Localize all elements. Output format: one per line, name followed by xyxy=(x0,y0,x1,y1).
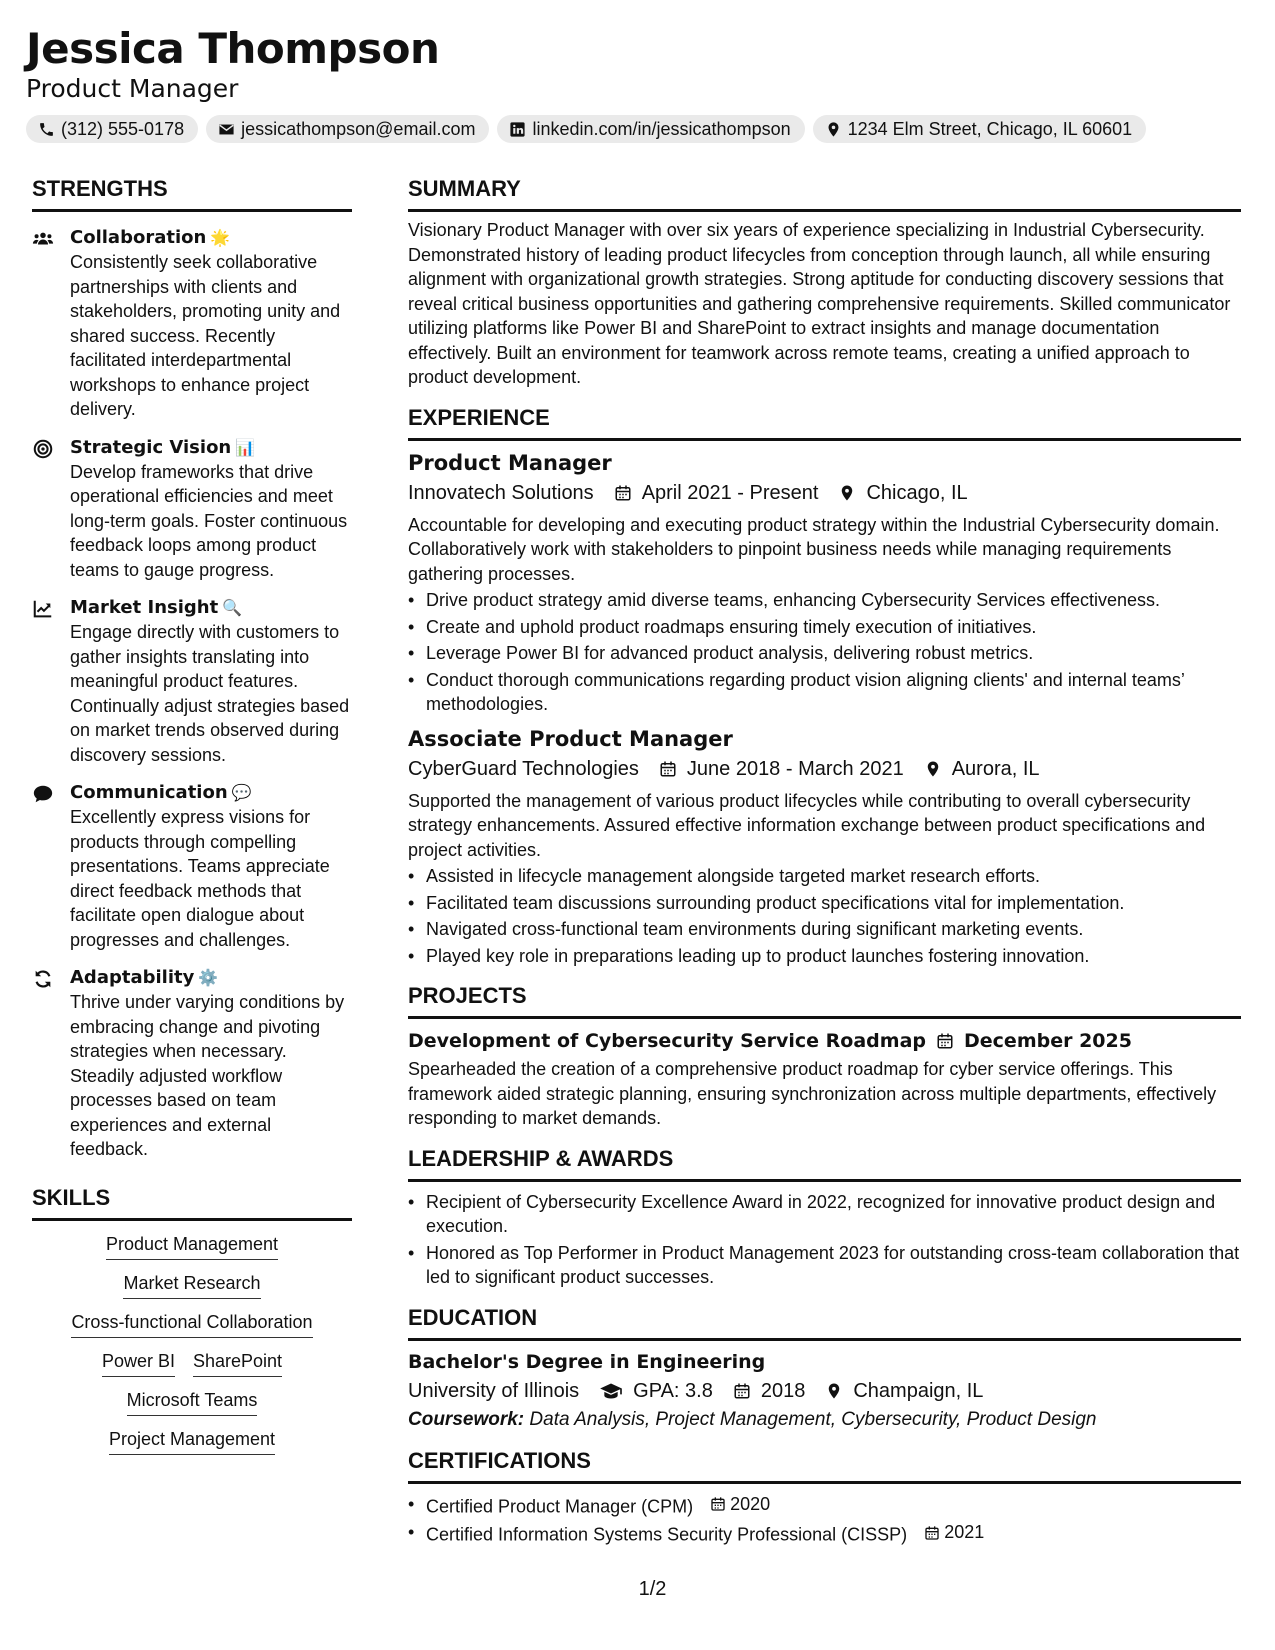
list-item: • Recipient of Cybersecurity Excellence Award in 2022, recognized for innovative product design and execution. xyxy=(408,1190,1241,1239)
strength-title: Collaboration xyxy=(70,227,207,248)
job-bullets xyxy=(408,588,1241,717)
strength-text: Develop frameworks that drive operational efficiencies and meet long-term goals. Foster continuous feedback loops among product teams to gauge progress. xyxy=(70,461,348,580)
skill-tag: Project Management xyxy=(109,1427,275,1455)
job-company: CyberGuard Technologies xyxy=(408,757,639,780)
skills-list xyxy=(32,1232,352,1455)
gpa: GPA: 3.8 xyxy=(633,1379,713,1402)
coursework-label: Coursework: xyxy=(408,1408,525,1430)
projects-heading: PROJECTS xyxy=(408,982,1241,1019)
experience-heading: EXPERIENCE xyxy=(408,404,1241,441)
strength-title: Market Insight xyxy=(70,597,219,618)
job-title: Associate Product Manager xyxy=(408,726,733,751)
certification-year: 2021 xyxy=(944,1522,985,1543)
strength-item xyxy=(32,596,352,767)
phone-icon xyxy=(38,121,55,138)
calendar-icon xyxy=(936,1032,954,1050)
leadership-list xyxy=(408,1190,1241,1290)
strength-title: Strategic Vision xyxy=(70,436,232,458)
list-item: • Honored as Top Performer in Product Management 2023 for outstanding cross-team collaboration that led to significant product successes. xyxy=(408,1241,1241,1290)
list-item: • Facilitated team discussions surrounding product specifications vital for implementation. xyxy=(408,891,1241,916)
job-meta xyxy=(408,479,1241,507)
candidate-name: Jessica Thompson xyxy=(26,24,440,73)
target-icon xyxy=(32,438,54,460)
job-description: Supported the management of various product lifecycles while contributing to overall cybersecurity strategy enhancements. Assured effective information exchange between product specifications and project activities. xyxy=(408,790,1206,860)
map-pin-icon xyxy=(838,484,856,502)
project-text: Spearheaded the creation of a comprehensive product roadmap for cyber service offerings. This framework aided strategic planning, ensuring synchronization across multiple departments, effectively responding to market demands. xyxy=(408,1059,1217,1128)
resume-header xyxy=(26,22,1251,143)
list-item: • Drive product strategy amid diverse teams, enhancing Cybersecurity Services effectiveness. xyxy=(408,588,1241,613)
job-meta xyxy=(408,755,1241,783)
education-meta xyxy=(408,1377,1241,1405)
gear-icon: ⚙️ xyxy=(198,968,219,987)
education-heading: EDUCATION xyxy=(408,1304,1241,1341)
skills-heading: SKILLS xyxy=(32,1184,352,1221)
list-item xyxy=(408,1492,1241,1519)
school-location: Champaign, IL xyxy=(853,1379,984,1402)
linkedin-icon xyxy=(509,121,526,138)
skill-tag: Market Research xyxy=(123,1271,260,1299)
skill-tag: Microsoft Teams xyxy=(127,1388,258,1416)
strengths-heading: STRENGTHS xyxy=(32,175,352,212)
chart-line-icon xyxy=(32,598,54,620)
job-dates: April 2021 - Present xyxy=(641,481,819,504)
job-company: Innovatech Solutions xyxy=(408,481,594,504)
job-description: Accountable for developing and executing product strategy within the Industrial Cybersecurity domain. Collaboratively work with stakeholders to pinpoint business needs while managing requirements gathering processes. xyxy=(408,514,1220,584)
contact-text: (312) 555-0178 xyxy=(61,118,185,139)
job-entry xyxy=(408,725,1241,969)
map-pin-icon xyxy=(924,760,942,778)
calendar-icon xyxy=(733,1382,751,1400)
coursework xyxy=(408,1407,1241,1433)
candidate-role: Product Manager xyxy=(26,74,239,103)
contact-phone[interactable] xyxy=(26,115,198,143)
list-item: • Navigated cross-functional team environments during significant marketing events. xyxy=(408,917,1241,942)
graduation-cap-icon xyxy=(599,1381,623,1401)
sync-arrows-icon xyxy=(32,968,54,990)
education-entry xyxy=(408,1349,1241,1433)
project-header xyxy=(408,1027,1241,1055)
map-pin-icon xyxy=(825,1382,843,1400)
calendar-icon xyxy=(924,1525,940,1541)
list-item: • Assisted in lifecycle management alongside targeted market research efforts. xyxy=(408,864,1241,889)
magnifier-icon: 🔍 xyxy=(222,598,243,617)
left-column xyxy=(32,175,352,1455)
contact-text: jessicathompson@email.com xyxy=(241,118,476,139)
skill-tag: Cross-functional Collaboration xyxy=(71,1310,312,1338)
list-item: • Played key role in preparations leading up to product launches fostering innovation. xyxy=(408,944,1241,969)
strength-item xyxy=(32,966,352,1162)
project-title: Development of Cybersecurity Service Roadmap xyxy=(408,1030,927,1052)
summary-text: Visionary Product Manager with over six years of experience specializing in Industrial Cybersecurity. Demonstrated history of leading product lifecycles from conception through launch, all while ensuring alignment with organizational growth strategies. Strong aptitude for conducting discovery sessions that reveal critical business opportunities and gathering comprehensive requirements. Skilled communicator utilizing platforms like Power BI and SharePoint to extract insights and manage documentation effectively. Built an environment for teamwork across remote teams, creating a unified approach to product development. xyxy=(408,220,1231,387)
job-entry xyxy=(408,449,1241,717)
list-item: • Create and uphold product roadmaps ensuring timely execution of initiatives. xyxy=(408,615,1241,640)
right-column xyxy=(408,175,1241,1547)
certifications-list xyxy=(408,1492,1241,1548)
job-dates: June 2018 - March 2021 xyxy=(686,757,904,780)
certification-name: Certified Product Manager (CPM) xyxy=(426,1495,694,1516)
contact-linkedin[interactable] xyxy=(497,115,804,143)
job-location: Chicago, IL xyxy=(866,481,968,504)
calendar-icon xyxy=(659,760,677,778)
chat-bubble-icon: 💬 xyxy=(231,783,252,802)
leadership-heading: LEADERSHIP & AWARDS xyxy=(408,1145,1241,1182)
strength-item xyxy=(32,436,352,583)
skill-tag: SharePoint xyxy=(193,1349,282,1377)
project-entry xyxy=(408,1027,1241,1131)
graduation-year: 2018 xyxy=(760,1379,806,1402)
strength-title: Communication xyxy=(70,782,228,803)
contact-bar xyxy=(26,115,1251,143)
strength-title: Adaptability xyxy=(70,967,195,988)
calendar-icon xyxy=(614,484,632,502)
skill-tag: Power BI xyxy=(102,1349,175,1377)
degree-title: Bachelor's Degree in Engineering xyxy=(408,1350,766,1373)
strength-text: Thrive under varying conditions by embracing change and pivoting strategies when necessary. Steadily adjusted workflow processes based on team experiences and external feedback. xyxy=(70,992,345,1159)
page-number: 1/2 xyxy=(638,1578,667,1600)
strength-text: Excellently express visions for products through compelling presentations. Teams appreciate direct feedback methods that facilitate open dialogue about progresses and challenges. xyxy=(70,807,330,950)
coursework-list: Data Analysis, Project Management, Cybersecurity, Product Design xyxy=(529,1408,1097,1430)
strength-text: Consistently seek collaborative partnerships with clients and stakeholders, promoting unity and shared success. Recently facilitated interdepartmental workshops to enhance project delivery. xyxy=(70,252,341,419)
star-icon: 🌟 xyxy=(210,228,231,247)
calendar-icon xyxy=(710,1496,726,1512)
list-item: • Conduct thorough communications regarding product vision aligning clients' and internal teams’ methodologies. xyxy=(408,668,1241,717)
strength-text: Engage directly with customers to gather insights translating into meaningful product features. Continually adjust strategies based on market trends observed during discovery sessions. xyxy=(70,622,350,765)
strength-item xyxy=(32,781,352,952)
list-item: • Leverage Power BI for advanced product analysis, delivering robust metrics. xyxy=(408,641,1241,666)
school-name: University of Illinois xyxy=(408,1379,580,1402)
users-icon xyxy=(32,228,54,250)
skill-tag: Product Management xyxy=(106,1232,278,1260)
list-item xyxy=(408,1520,1241,1547)
bar-chart-icon: 📊 xyxy=(235,437,256,457)
speech-bubble-icon xyxy=(32,783,54,805)
envelope-icon xyxy=(218,121,235,138)
project-date: December 2025 xyxy=(964,1030,1132,1052)
certification-year: 2020 xyxy=(730,1493,771,1514)
summary-heading: SUMMARY xyxy=(408,175,1241,212)
contact-address[interactable] xyxy=(813,115,1147,143)
certification-name: Certified Information Systems Security Professional (CISSP) xyxy=(426,1524,908,1545)
contact-email[interactable] xyxy=(206,115,489,143)
map-pin-icon xyxy=(825,121,842,138)
job-title: Product Manager xyxy=(408,450,612,475)
job-location: Aurora, IL xyxy=(951,757,1040,780)
contact-text: 1234 Elm Street, Chicago, IL 60601 xyxy=(847,118,1133,139)
job-bullets xyxy=(408,864,1241,968)
certifications-heading: CERTIFICATIONS xyxy=(408,1447,1241,1484)
strength-item xyxy=(32,226,352,422)
contact-text: linkedin.com/in/jessicathompson xyxy=(532,118,791,139)
